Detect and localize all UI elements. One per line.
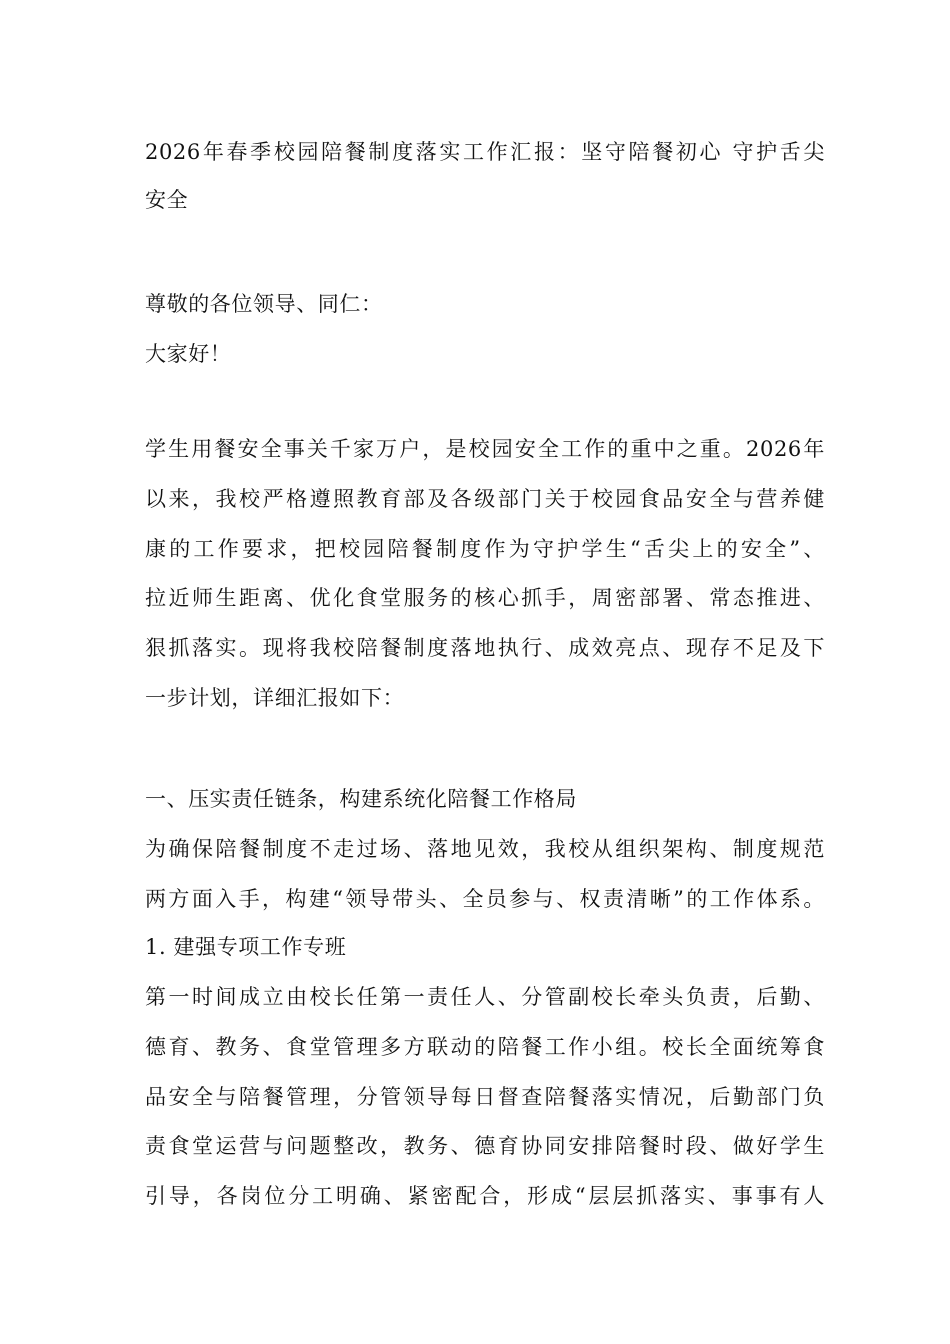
intro-paragraph-line-5: 狠抓落实。现将我校陪餐制度落地执行、成效亮点、现存不足及下 <box>145 636 825 660</box>
intro-paragraph-line-3: 康的工作要求，把校园陪餐制度作为守护学生“舌尖上的安全”、 <box>145 537 825 561</box>
subsection-1-paragraph-line-4: 责食堂运营与问题整改，教务、德育协同安排陪餐时段、做好学生 <box>145 1134 825 1158</box>
document-title-line-2: 安全 <box>145 188 189 212</box>
subsection-1-paragraph-line-2: 德育、教务、食堂管理多方联动的陪餐工作小组。校长全面统筹食 <box>145 1035 825 1059</box>
document-title-line-1: 2026年春季校园陪餐制度落实工作汇报：坚守陪餐初心 守护舌尖 <box>145 140 825 164</box>
intro-paragraph-line-4: 拉近师生距离、优化食堂服务的核心抓手，周密部署、常态推进、 <box>145 586 825 610</box>
subsection-1-paragraph-line-5: 引导，各岗位分工明确、紧密配合，形成“层层抓落实、事事有人 <box>145 1184 825 1208</box>
subsection-1-paragraph-line-1: 第一时间成立由校长任第一责任人、分管副校长牵头负责，后勤、 <box>145 985 825 1009</box>
subsection-1-paragraph-line-3: 品安全与陪餐管理，分管领导每日督查陪餐落实情况，后勤部门负 <box>145 1085 825 1109</box>
section-heading-1: 一、压实责任链条，构建系统化陪餐工作格局 <box>145 787 577 811</box>
intro-paragraph-line-2: 以来，我校严格遵照教育部及各级部门关于校园食品安全与营养健 <box>145 487 825 511</box>
salutation: 尊敬的各位领导、同仁： <box>145 292 383 316</box>
section-1-paragraph-line-1: 为确保陪餐制度不走过场、落地见效，我校从组织架构、制度规范 <box>145 837 825 861</box>
greeting: 大家好！ <box>145 342 232 366</box>
intro-paragraph-line-6: 一步计划，详细汇报如下： <box>145 686 405 710</box>
section-1-paragraph-line-2: 两方面入手，构建“领导带头、全员参与、权责清晰”的工作体系。 <box>145 887 825 911</box>
subsection-heading-1: 1. 建强专项工作专班 <box>145 935 347 959</box>
intro-paragraph-line-1: 学生用餐安全事关千家万户，是校园安全工作的重中之重。2026年 <box>145 437 825 461</box>
